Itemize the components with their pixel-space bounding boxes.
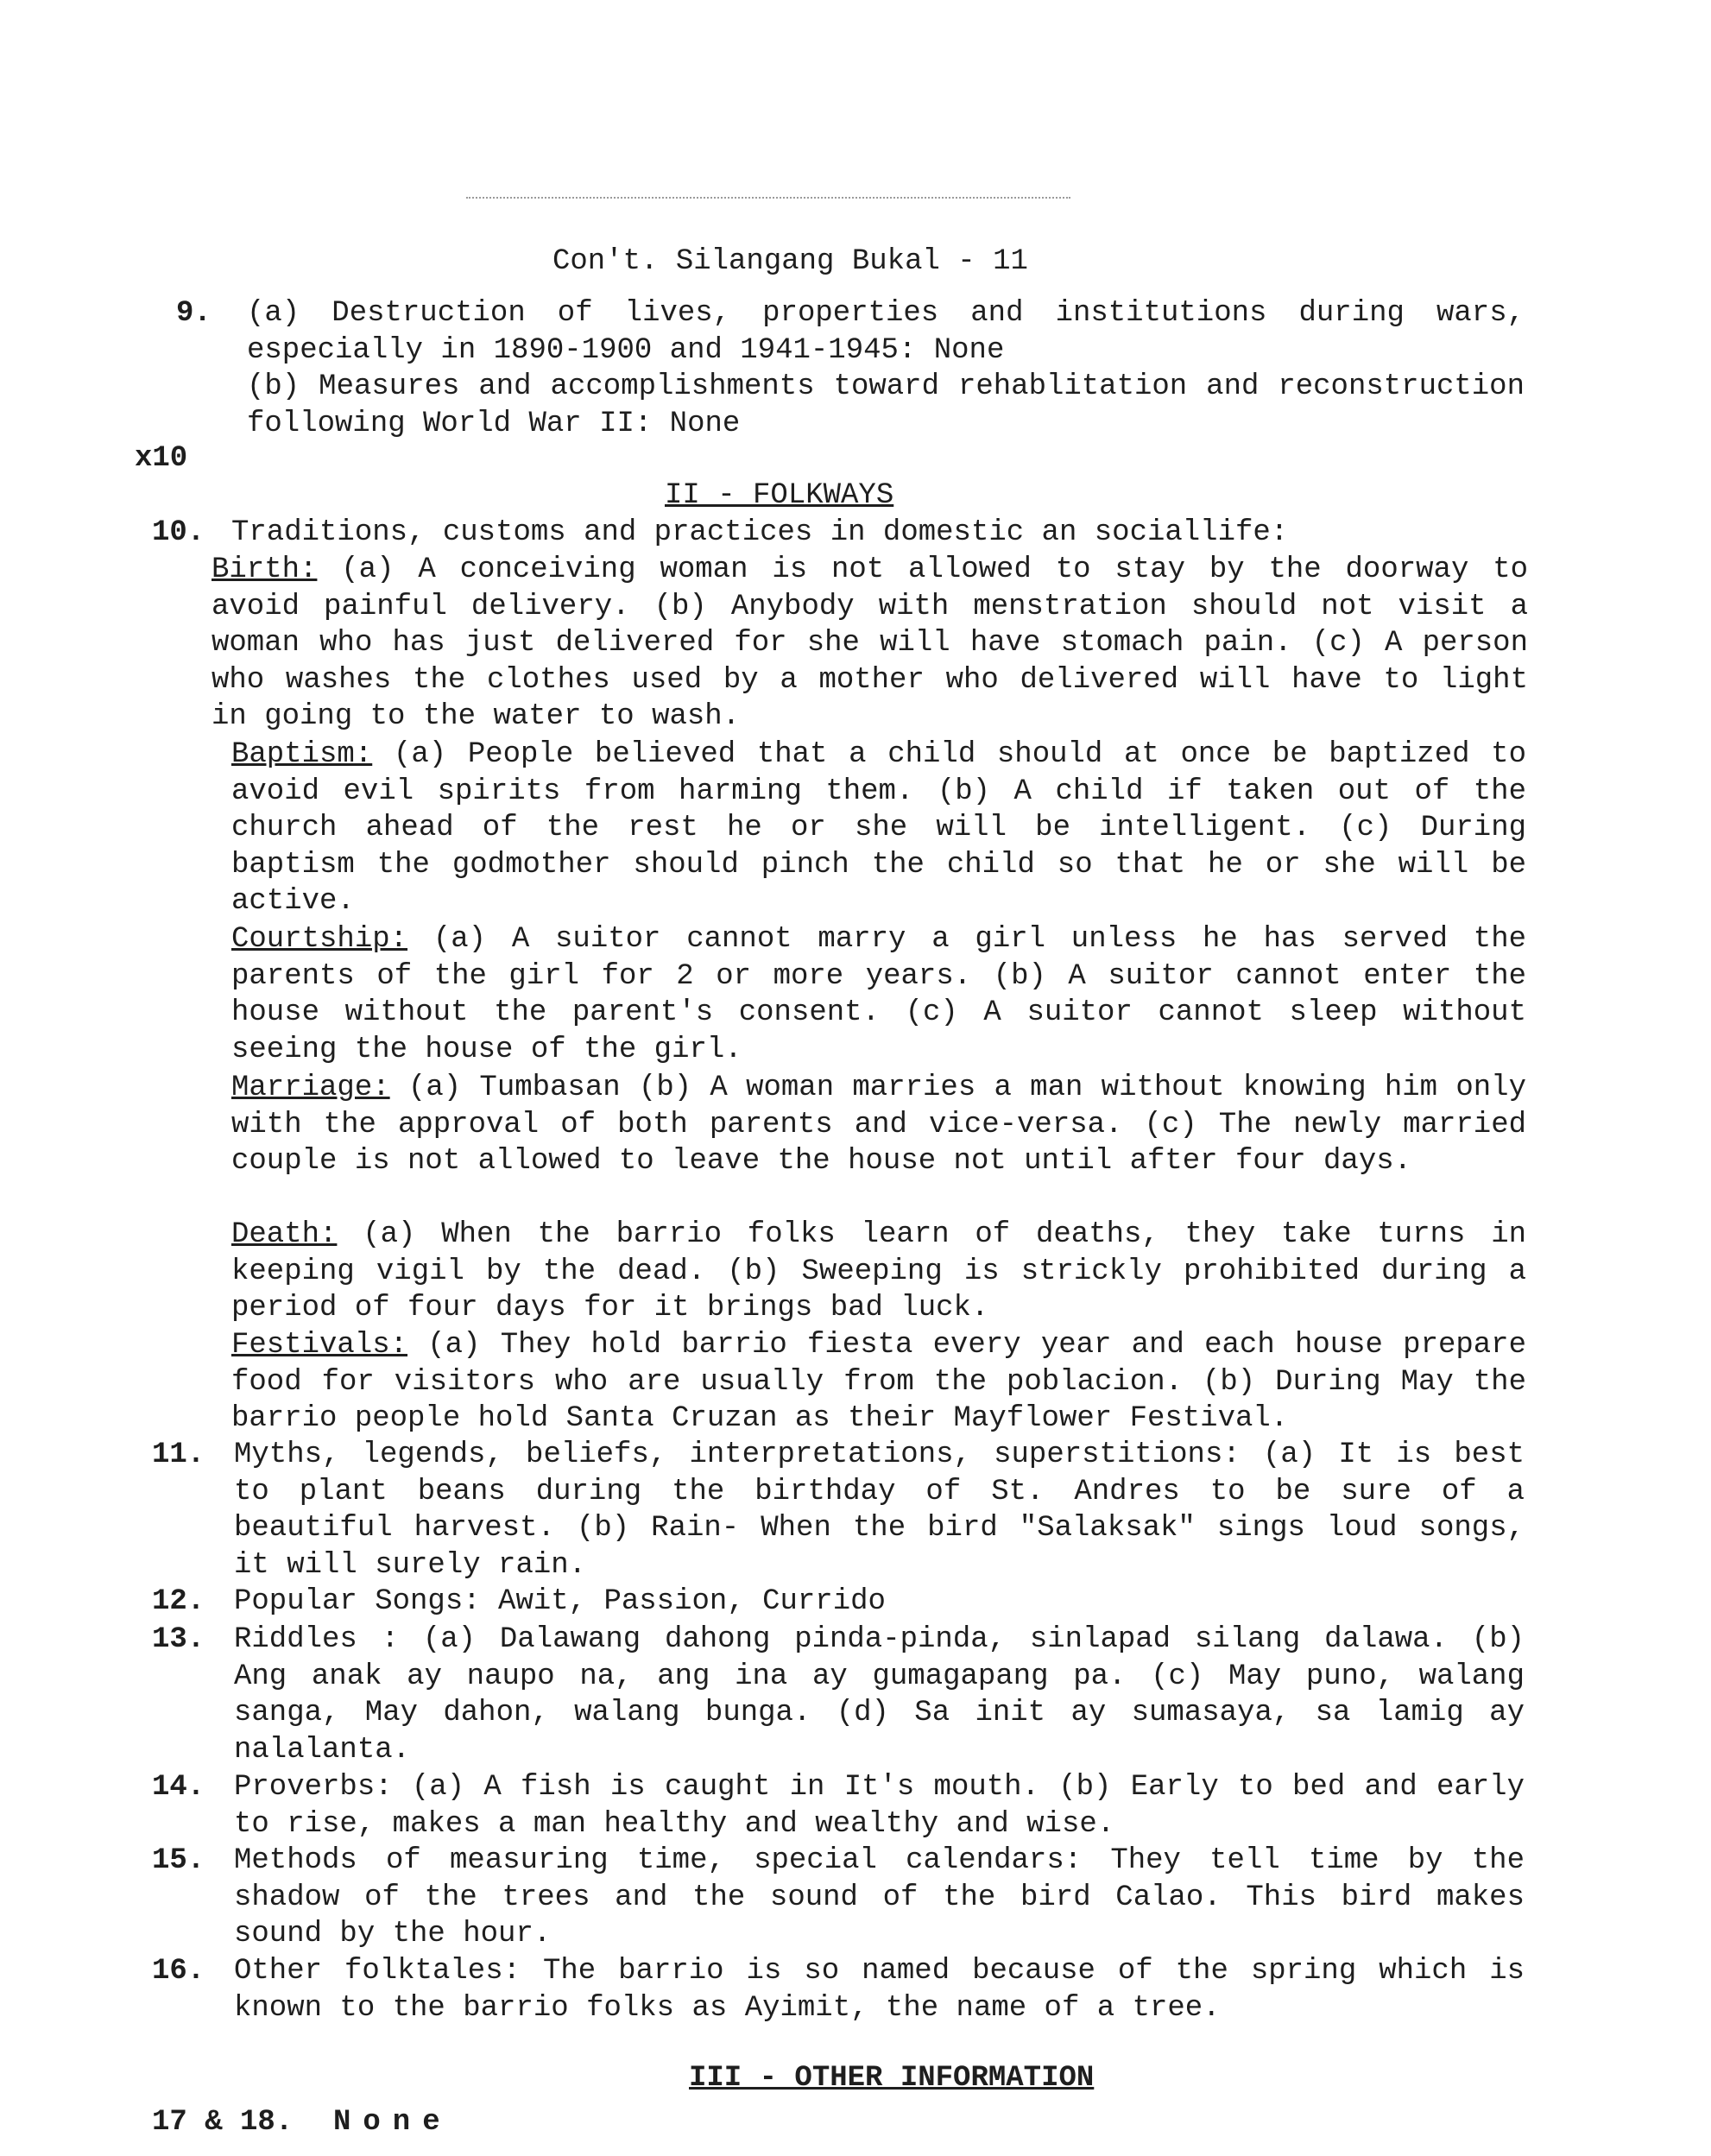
category-label: Death: [231, 1218, 338, 1251]
item-text: None [333, 2106, 452, 2139]
item-15 [152, 1843, 1525, 1953]
item-12 [152, 1584, 1525, 1621]
category-label: Courtship: [231, 923, 408, 956]
item-9-part-b: (b) Measures and accomplishments toward rehablitation and reconstruction following World War II: None [247, 370, 1525, 440]
category-label: Baptism: [231, 738, 373, 771]
item-number: 17 & 18. [152, 2106, 294, 2139]
item-number: 13. [152, 1623, 205, 1656]
item-text: Methods of measuring time, special calendars: They tell time by the shadow of the trees and the sound of the bird Calao. This bird makes sound by the hour. [234, 1844, 1525, 1951]
section-title-folkways: II - FOLKWAYS [665, 479, 894, 512]
category-label: Festivals: [231, 1329, 408, 1362]
subsection-baptism [231, 737, 1526, 920]
section-title-other-information: III - OTHER INFORMATION [689, 2062, 1095, 2095]
item-10 [152, 515, 1525, 552]
item-text: Popular Songs: Awit, Passion, Currido [234, 1585, 886, 1618]
category-text: (a) Tumbasan (b) A woman marries a man without knowing him only with the approval of both parents and vice-versa. (c) The newly married couple is not allowed to leave the house not until after four days. [231, 1072, 1526, 1178]
category-text: (a) A suitor cannot marry a girl unless he has served the parents of the girl for 2 or more years. (b) A suitor cannot enter the house without the parent's consent. (c) A suitor cannot sleep without seeing the house of the girl. [231, 923, 1527, 1066]
item-14 [152, 1769, 1525, 1843]
category-text: (a) They hold barrio fiesta every year and each house prepare food for visitors who are usually from the poblacion. (b) During May the barrio people hold Santa Cruzan as their Mayflower Festival. [231, 1329, 1526, 1435]
subsection-marriage [231, 1070, 1526, 1180]
subsection-death [231, 1217, 1526, 1327]
item-number: 12. [152, 1585, 205, 1618]
category-label: Birth: [212, 553, 318, 586]
item-13 [152, 1622, 1525, 1768]
item-text: Proverbs: (a) A fish is caught in It's mouth. (b) Early to bed and early to rise, makes a man healthy and wealthy and wise. [234, 1771, 1525, 1841]
item-number: 11. [152, 1438, 205, 1471]
item-text: Riddles : (a) Dalawang dahong pinda-pinda, sinlapad silang dalawa. (b) Ang anak ay naupo na, ang ina ay gumagapang pa. (c) May puno, walang sanga, May dahon, walang bunga. (d) Sa init ay sumasaya, sa lamig ay nalalanta. [234, 1623, 1525, 1767]
item-text: Other folktales: The barrio is so named because of the spring which is known to the barrio folks as Ayimit, the name of a tree. [234, 1955, 1525, 2025]
subsection-birth [212, 552, 1528, 736]
category-text: (a) When the barrio folks learn of deaths, they take turns in keeping vigil by the dead. (b) Sweeping is strickly prohibited during a period of four days for it brings bad luck. [231, 1218, 1527, 1325]
subsection-courtship [231, 921, 1526, 1068]
item-number: 10. [152, 516, 205, 549]
item-number: 16. [152, 1955, 205, 1988]
top-smudge-line [466, 197, 1070, 202]
margin-note: x10 [135, 442, 188, 475]
item-9 [152, 295, 1525, 442]
item-text: Myths, legends, beliefs, interpretations, superstitions: (a) It is best to plant beans during the birthday of St. Andres to be sure of a beautiful harvest. (b) Rain- When the bird "Salaksak" sings loud songs, it will surely rain. [234, 1438, 1525, 1582]
item-11 [152, 1437, 1525, 1584]
category-label: Marriage: [231, 1072, 390, 1104]
subsection-festivals [231, 1327, 1526, 1438]
item-9-part-a: (a) Destruction of lives, properties and institutions during wars, especially in 1890-1900 and 1941-1945: None [247, 297, 1525, 367]
item-16 [152, 1953, 1525, 2026]
item-number: 15. [152, 1844, 205, 1877]
category-text: (a) People believed that a child should at once be baptized to avoid evil spirits from harming them. (b) A child if taken out of the church ahead of the rest he or she will be intelligent. (c) During baptism the godmother should pinch the child so that he or she will be active. [231, 738, 1526, 918]
category-text: (a) A conceiving woman is not allowed to stay by the doorway to avoid painful delivery. (b) Anybody with menstration should not visit a woman who has just delivered for she will have stomach pain. (c) A person who washes the clothes used by a mother who delivered will have to light in going to the water to wash. [212, 553, 1528, 733]
item-number: 9. [176, 297, 212, 330]
item-number: 14. [152, 1771, 205, 1804]
item-10-intro: Traditions, customs and practices in domestic an sociallife: [231, 516, 1289, 549]
page-header: Con't. Silangang Bukal - 11 [552, 245, 1028, 278]
